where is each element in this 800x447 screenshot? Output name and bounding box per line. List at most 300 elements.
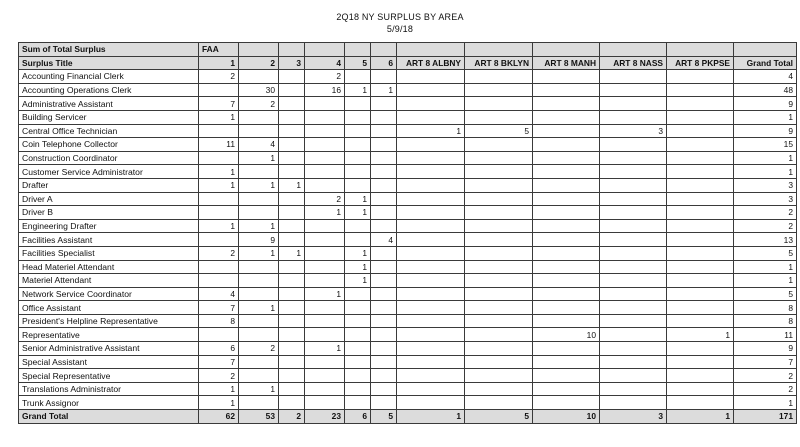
table-cell	[533, 70, 600, 84]
table-cell	[533, 165, 600, 179]
table-cell	[465, 97, 533, 111]
table-cell	[397, 246, 465, 260]
table-cell: 1	[199, 219, 239, 233]
table-cell	[600, 178, 667, 192]
table-cell	[667, 233, 734, 247]
table-row	[19, 328, 797, 342]
table-cell	[533, 369, 600, 383]
table-cell	[345, 342, 371, 356]
table-cell: 9	[239, 233, 279, 247]
table-cell	[533, 178, 600, 192]
table-cell	[239, 192, 279, 206]
table-cell	[371, 178, 397, 192]
row-title: President's Helpline Representative	[19, 314, 199, 328]
table-cell	[600, 260, 667, 274]
table-cell	[305, 246, 345, 260]
table-cell: 1	[305, 206, 345, 220]
table-row	[19, 382, 797, 396]
table-cell: 5	[465, 124, 533, 138]
table-cell	[371, 342, 397, 356]
table-cell: 9	[734, 97, 797, 111]
blank-cell	[305, 43, 345, 57]
row-title: Facilities Assistant	[19, 233, 199, 247]
table-cell: 1	[279, 246, 305, 260]
table-cell: 1	[734, 165, 797, 179]
table-row	[19, 97, 797, 111]
blank-cell	[239, 43, 279, 57]
table-cell	[239, 124, 279, 138]
table-cell	[600, 328, 667, 342]
table-cell	[239, 274, 279, 288]
table-cell	[345, 138, 371, 152]
table-row	[19, 206, 797, 220]
table-cell	[279, 97, 305, 111]
table-row	[19, 246, 797, 260]
table-cell	[465, 382, 533, 396]
table-cell	[345, 328, 371, 342]
table-cell	[600, 70, 667, 84]
table-cell	[239, 328, 279, 342]
table-cell	[465, 138, 533, 152]
table-cell: 2	[305, 70, 345, 84]
table-cell	[345, 165, 371, 179]
table-cell	[533, 287, 600, 301]
table-cell	[397, 328, 465, 342]
table-cell	[345, 97, 371, 111]
grand-total-cell: 1	[397, 410, 465, 424]
blank-cell	[600, 43, 667, 57]
table-cell	[279, 83, 305, 97]
table-cell	[345, 314, 371, 328]
blank-cell	[533, 43, 600, 57]
table-cell	[345, 151, 371, 165]
table-cell	[305, 260, 345, 274]
table-cell	[667, 301, 734, 315]
table-cell: 11	[734, 328, 797, 342]
column-header: 3	[279, 56, 305, 70]
table-cell	[345, 382, 371, 396]
table-cell: 1	[239, 246, 279, 260]
table-cell: 1	[199, 110, 239, 124]
table-cell: 1	[345, 274, 371, 288]
table-cell	[600, 287, 667, 301]
table-row	[19, 138, 797, 152]
table-cell	[533, 206, 600, 220]
table-row	[19, 355, 797, 369]
table-cell	[345, 219, 371, 233]
table-cell	[279, 382, 305, 396]
table-cell	[279, 70, 305, 84]
table-cell: 8	[734, 301, 797, 315]
table-cell: 1	[305, 342, 345, 356]
table-cell	[279, 314, 305, 328]
table-cell	[371, 206, 397, 220]
grand-total-cell: 5	[371, 410, 397, 424]
table-cell	[667, 138, 734, 152]
table-cell	[239, 287, 279, 301]
table-cell	[371, 219, 397, 233]
grand-total-row	[19, 410, 797, 424]
table-cell	[600, 192, 667, 206]
table-cell: 1	[239, 178, 279, 192]
table-cell	[667, 369, 734, 383]
table-cell	[279, 206, 305, 220]
table-cell	[667, 83, 734, 97]
table-cell	[239, 314, 279, 328]
table-cell	[305, 301, 345, 315]
table-cell: 1	[239, 151, 279, 165]
table-cell	[533, 396, 600, 410]
row-title: Construction Coordinator	[19, 151, 199, 165]
table-cell: 1	[199, 165, 239, 179]
table-cell: 7	[734, 355, 797, 369]
blank-cell	[734, 43, 797, 57]
table-cell: 1	[667, 328, 734, 342]
table-cell	[371, 328, 397, 342]
grand-total-cell: 3	[600, 410, 667, 424]
column-header: 1	[199, 56, 239, 70]
table-cell	[279, 124, 305, 138]
row-title: Network Service Coordinator	[19, 287, 199, 301]
table-cell	[465, 274, 533, 288]
table-cell: 1	[239, 301, 279, 315]
row-title: Engineering Drafter	[19, 219, 199, 233]
table-cell: 8	[199, 314, 239, 328]
table-cell: 3	[600, 124, 667, 138]
table-cell	[667, 274, 734, 288]
table-cell: 2	[305, 192, 345, 206]
table-cell	[199, 83, 239, 97]
table-cell	[600, 382, 667, 396]
table-cell	[600, 355, 667, 369]
table-cell	[305, 178, 345, 192]
table-cell	[397, 369, 465, 383]
table-cell	[279, 355, 305, 369]
table-row	[19, 83, 797, 97]
table-cell	[305, 328, 345, 342]
table-cell: 2	[734, 219, 797, 233]
table-cell	[533, 219, 600, 233]
table-cell	[279, 192, 305, 206]
column-header: ART 8 NASS	[600, 56, 667, 70]
table-cell: 6	[199, 342, 239, 356]
table-cell	[371, 70, 397, 84]
table-cell	[465, 342, 533, 356]
table-cell: 1	[345, 206, 371, 220]
table-cell	[667, 97, 734, 111]
column-header: ART 8 PKPSE	[667, 56, 734, 70]
row-title: Customer Service Administrator	[19, 165, 199, 179]
table-cell	[397, 83, 465, 97]
table-cell	[667, 124, 734, 138]
table-cell	[371, 274, 397, 288]
table-cell	[667, 314, 734, 328]
table-cell	[279, 396, 305, 410]
table-cell	[279, 328, 305, 342]
table-cell: 2	[734, 382, 797, 396]
table-cell: 1	[734, 151, 797, 165]
table-cell	[600, 165, 667, 179]
row-title: Special Assistant	[19, 355, 199, 369]
table-row	[19, 314, 797, 328]
table-cell	[199, 192, 239, 206]
table-cell	[600, 369, 667, 383]
table-cell	[667, 219, 734, 233]
table-cell: 1	[199, 382, 239, 396]
table-row	[19, 287, 797, 301]
report-date: 5/9/18	[386, 24, 414, 34]
table-cell	[465, 369, 533, 383]
table-cell: 4	[239, 138, 279, 152]
pivot-field-row	[19, 43, 797, 57]
row-title: Coin Telephone Collector	[19, 138, 199, 152]
table-cell	[199, 151, 239, 165]
row-title: Administrative Assistant	[19, 97, 199, 111]
table-cell	[279, 260, 305, 274]
table-cell	[371, 124, 397, 138]
row-title: Driver B	[19, 206, 199, 220]
table-cell	[397, 138, 465, 152]
table-cell	[600, 233, 667, 247]
table-cell	[279, 233, 305, 247]
row-title: Trunk Assignor	[19, 396, 199, 410]
table-cell	[239, 260, 279, 274]
table-cell	[667, 206, 734, 220]
table-cell: 1	[345, 83, 371, 97]
table-cell	[345, 355, 371, 369]
table-cell	[465, 246, 533, 260]
table-row	[19, 260, 797, 274]
table-cell	[305, 396, 345, 410]
row-title: Head Materiel Attendant	[19, 260, 199, 274]
table-cell: 4	[734, 70, 797, 84]
table-cell	[600, 83, 667, 97]
table-row	[19, 219, 797, 233]
table-cell: 1	[279, 178, 305, 192]
table-cell	[533, 314, 600, 328]
column-header-row	[19, 56, 797, 70]
table-cell: 13	[734, 233, 797, 247]
row-title: Central Office Technician	[19, 124, 199, 138]
row-title: Driver A	[19, 192, 199, 206]
table-cell	[397, 287, 465, 301]
corner-label: Sum of Total Surplus	[19, 43, 199, 57]
column-group-label: FAA	[199, 43, 239, 57]
table-cell: 9	[734, 342, 797, 356]
table-cell: 1	[734, 274, 797, 288]
table-cell	[600, 151, 667, 165]
table-cell	[345, 396, 371, 410]
row-title: Drafter	[19, 178, 199, 192]
column-header: 2	[239, 56, 279, 70]
table-cell	[305, 219, 345, 233]
table-cell	[667, 165, 734, 179]
table-cell	[397, 178, 465, 192]
table-cell: 1	[734, 110, 797, 124]
row-title: Office Assistant	[19, 301, 199, 315]
table-cell	[397, 274, 465, 288]
table-cell	[600, 396, 667, 410]
table-cell	[533, 83, 600, 97]
table-cell: 3	[734, 192, 797, 206]
table-cell	[533, 246, 600, 260]
blank-cell	[397, 43, 465, 57]
blank-cell	[371, 43, 397, 57]
table-cell: 2	[199, 369, 239, 383]
table-cell	[279, 138, 305, 152]
table-cell	[371, 138, 397, 152]
blank-cell	[279, 43, 305, 57]
table-cell	[600, 274, 667, 288]
table-cell	[371, 301, 397, 315]
table-cell: 1	[199, 178, 239, 192]
table-row	[19, 165, 797, 179]
table-cell: 48	[734, 83, 797, 97]
grand-total-label: Grand Total	[19, 410, 199, 424]
table-cell	[199, 233, 239, 247]
table-cell	[239, 355, 279, 369]
table-cell	[465, 70, 533, 84]
column-header: 5	[345, 56, 371, 70]
table-cell: 1	[239, 219, 279, 233]
table-cell	[371, 287, 397, 301]
table-cell	[533, 342, 600, 356]
table-cell	[465, 301, 533, 315]
table-cell	[533, 260, 600, 274]
table-row	[19, 192, 797, 206]
table-cell: 16	[305, 83, 345, 97]
table-cell: 5	[734, 246, 797, 260]
column-header: ART 8 BKLYN	[465, 56, 533, 70]
blank-cell	[667, 43, 734, 57]
table-cell	[397, 97, 465, 111]
table-cell	[667, 110, 734, 124]
table-cell: 9	[734, 124, 797, 138]
table-cell: 1	[199, 396, 239, 410]
table-cell	[667, 192, 734, 206]
table-cell	[397, 233, 465, 247]
table-cell	[371, 246, 397, 260]
table-cell: 1	[345, 192, 371, 206]
column-header: Grand Total	[734, 56, 797, 70]
row-title: Translations Administrator	[19, 382, 199, 396]
table-cell	[533, 138, 600, 152]
table-cell	[371, 97, 397, 111]
table-cell: 1	[305, 287, 345, 301]
table-cell	[305, 369, 345, 383]
table-cell: 3	[734, 178, 797, 192]
table-cell	[279, 342, 305, 356]
grand-total-cell: 1	[667, 410, 734, 424]
table-cell	[600, 97, 667, 111]
table-cell	[199, 206, 239, 220]
table-cell	[667, 178, 734, 192]
table-cell	[600, 138, 667, 152]
table-cell	[397, 260, 465, 274]
table-row	[19, 301, 797, 315]
table-cell	[397, 110, 465, 124]
table-cell	[199, 124, 239, 138]
grand-total-cell: 2	[279, 410, 305, 424]
table-cell: 7	[199, 97, 239, 111]
table-cell	[667, 396, 734, 410]
table-cell	[533, 110, 600, 124]
row-title: Facilities Specialist	[19, 246, 199, 260]
table-cell	[345, 301, 371, 315]
table-cell	[397, 219, 465, 233]
table-cell	[371, 382, 397, 396]
table-cell	[345, 110, 371, 124]
table-cell: 1	[734, 396, 797, 410]
table-cell	[279, 369, 305, 383]
column-header: ART 8 ALBNY	[397, 56, 465, 70]
table-row	[19, 151, 797, 165]
table-cell	[600, 206, 667, 220]
table-cell	[667, 355, 734, 369]
table-cell	[239, 70, 279, 84]
table-cell	[600, 301, 667, 315]
grand-total-cell: 62	[199, 410, 239, 424]
table-cell	[397, 151, 465, 165]
table-cell	[345, 287, 371, 301]
table-cell: 1	[239, 382, 279, 396]
table-cell	[465, 355, 533, 369]
table-cell: 15	[734, 138, 797, 152]
pivot-table-body	[19, 43, 797, 424]
table-cell	[600, 219, 667, 233]
table-cell	[600, 246, 667, 260]
table-cell	[345, 124, 371, 138]
table-cell	[533, 233, 600, 247]
table-cell: 2	[199, 246, 239, 260]
table-row	[19, 178, 797, 192]
table-cell	[305, 355, 345, 369]
table-cell	[305, 382, 345, 396]
table-cell	[397, 396, 465, 410]
table-cell	[371, 260, 397, 274]
table-cell	[239, 369, 279, 383]
surplus-pivot-table	[18, 42, 797, 424]
table-cell: 8	[734, 314, 797, 328]
table-cell	[465, 314, 533, 328]
table-cell	[239, 165, 279, 179]
table-cell	[371, 369, 397, 383]
table-cell	[533, 301, 600, 315]
blank-cell	[345, 43, 371, 57]
table-cell	[667, 70, 734, 84]
table-cell	[600, 342, 667, 356]
table-cell	[305, 124, 345, 138]
table-cell	[465, 83, 533, 97]
table-cell	[305, 151, 345, 165]
table-cell	[305, 165, 345, 179]
table-cell	[345, 369, 371, 383]
table-row	[19, 274, 797, 288]
table-cell: 1	[734, 260, 797, 274]
table-cell	[600, 314, 667, 328]
table-cell: 1	[371, 83, 397, 97]
table-cell	[305, 274, 345, 288]
table-cell: 1	[345, 246, 371, 260]
table-cell	[397, 70, 465, 84]
grand-total-cell: 5	[465, 410, 533, 424]
table-cell	[533, 124, 600, 138]
table-cell: 2	[734, 206, 797, 220]
table-cell	[199, 274, 239, 288]
table-cell	[397, 192, 465, 206]
table-cell	[397, 165, 465, 179]
table-cell: 4	[371, 233, 397, 247]
